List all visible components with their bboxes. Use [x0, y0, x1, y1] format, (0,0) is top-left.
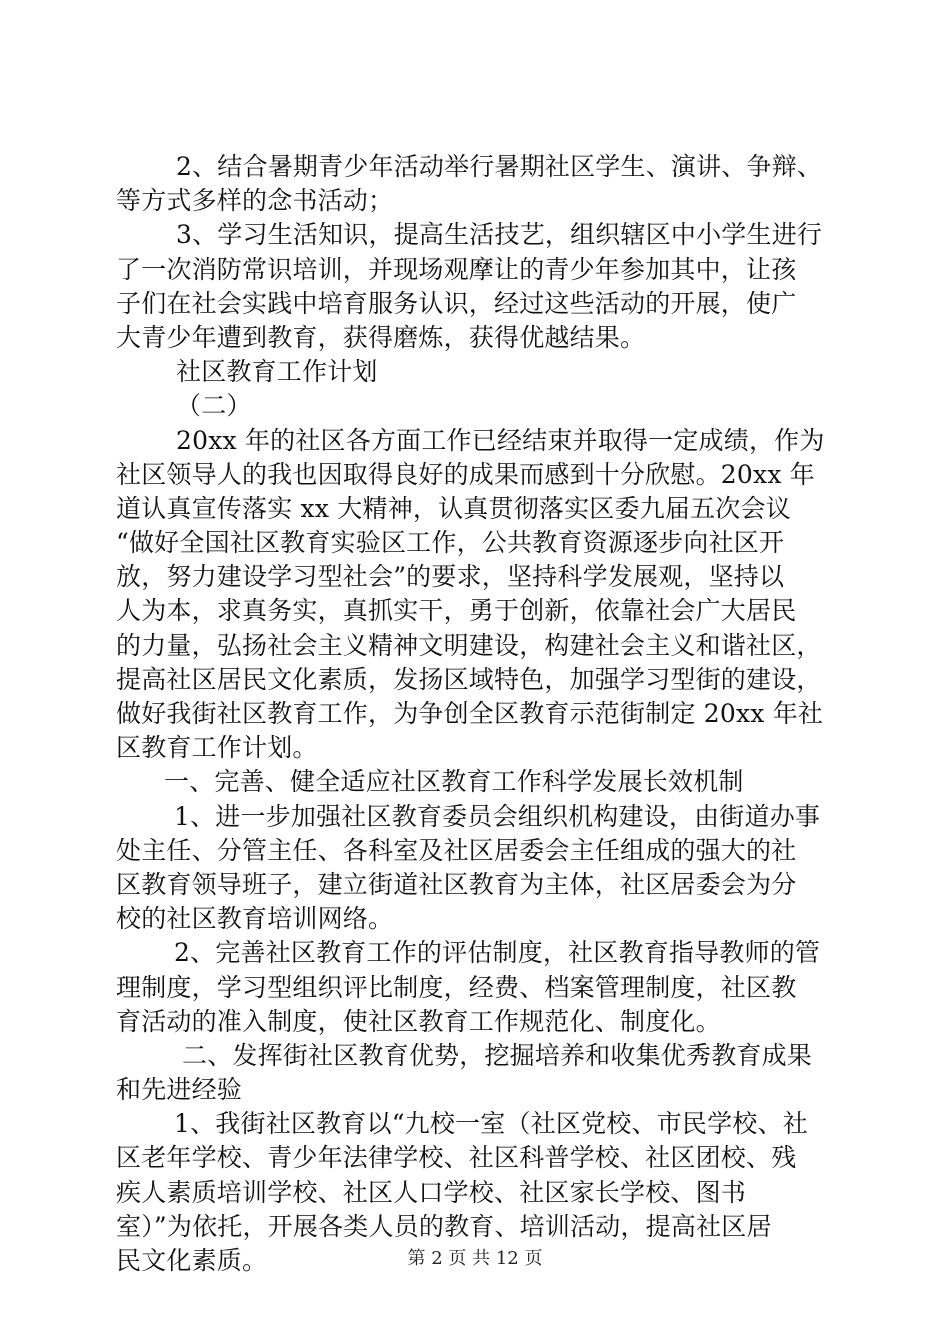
text-line: “做好全国社区教育实验区工作，公共教育资源逐步向社区开 [116, 528, 785, 558]
text-line: 做好我街社区教育工作，为争创全区教育示范街制定 20xx 年社 [116, 699, 824, 728]
text-line: 处主任、分管主任、各科室及社区居委会主任组成的强大的社 [116, 835, 797, 865]
text-line: 校的社区教育培训网络。 [116, 904, 394, 934]
text-line: 等方式多样的念书活动； [116, 186, 394, 216]
document-body [116, 150, 836, 1278]
text-line: 了一次消防常识培训，并现场观摩让的青少年参加其中，让孩 [116, 254, 797, 284]
text-line: 1、我街社区教育以“九校一室（社区党校、市民学校、社 [174, 1109, 808, 1139]
text-line: 子们在社会实践中培育服务认识，经过这些活动的开展，使广 [116, 288, 797, 318]
text-line: 室）”为依托，开展各类人员的教育、培训活动，提高社区居 [116, 1211, 772, 1241]
text-line: 提高社区居民文化素质，发扬区域特色，加强学习型街的建设， [116, 664, 822, 694]
heading-line: 一、完善、健全适应社区教育工作科学发展长效机制 [164, 767, 744, 797]
text-line: 区教育工作计划。 [116, 733, 318, 763]
text-line: 大青少年遭到教育，获得磨炼，获得优越结果。 [116, 322, 646, 352]
text-line: 和先进经验 [116, 1075, 243, 1105]
heading-line: 二、发挥街社区教育优势，挖掘培养和收集优秀教育成果 [182, 1040, 813, 1070]
text-line: 育活动的准入制度，使社区教育工作规范化、制度化。 [116, 1006, 721, 1036]
text-line: 2、完善社区教育工作的评估制度，社区教育指导教师的管 [174, 938, 821, 968]
text-line: 20xx 年的社区各方面工作已经结束并取得一定成绩，作为 [176, 425, 825, 455]
text-line: 区教育领导班子，建立街道社区教育为主体，社区居委会为分 [116, 869, 797, 899]
text-line: 社区领导人的我也因取得良好的成果而感到十分欣慰。20xx 年 [116, 459, 815, 489]
text-line: 的力量，弘扬社会主义精神文明建设，构建社会主义和谐社区， [116, 630, 822, 660]
section-title: 社区教育工作计划 [176, 357, 378, 387]
text-line: 疾人素质培训学校、社区人口学校、社区家长学校、图书 [116, 1177, 747, 1207]
text-line: 1、进一步加强社区教育委员会组织机构建设，由街道办事 [174, 801, 821, 831]
text-line: 放，努力建设学习型社会”的要求，坚持科学发展观，坚持以 [116, 562, 785, 592]
text-line: 人为本，求真务实，真抓实干，勇于创新，依靠社会广大居民 [116, 596, 797, 626]
text-line: 3、学习生活知识，提高生活技艺，组织辖区中小学生进行 [176, 220, 823, 250]
text-line: 道认真宣传落实 xx 大精神，认真贯彻落实区委九届五次会议 [116, 493, 791, 523]
page-footer: 第 2 页 共 12 页 [407, 1248, 543, 1269]
text-line: 2、结合暑期青少年活动举行暑期社区学生、演讲、争辩、 [176, 152, 823, 181]
text-line: 民文化素质。 [116, 1246, 268, 1275]
text-line: 理制度，学习型组织评比制度，经费、档案管理制度，社区教 [116, 972, 797, 1002]
section-number: （二） [176, 391, 252, 421]
text-line: 区老年学校、青少年法律学校、社区科普学校、社区团校、残 [116, 1143, 797, 1173]
